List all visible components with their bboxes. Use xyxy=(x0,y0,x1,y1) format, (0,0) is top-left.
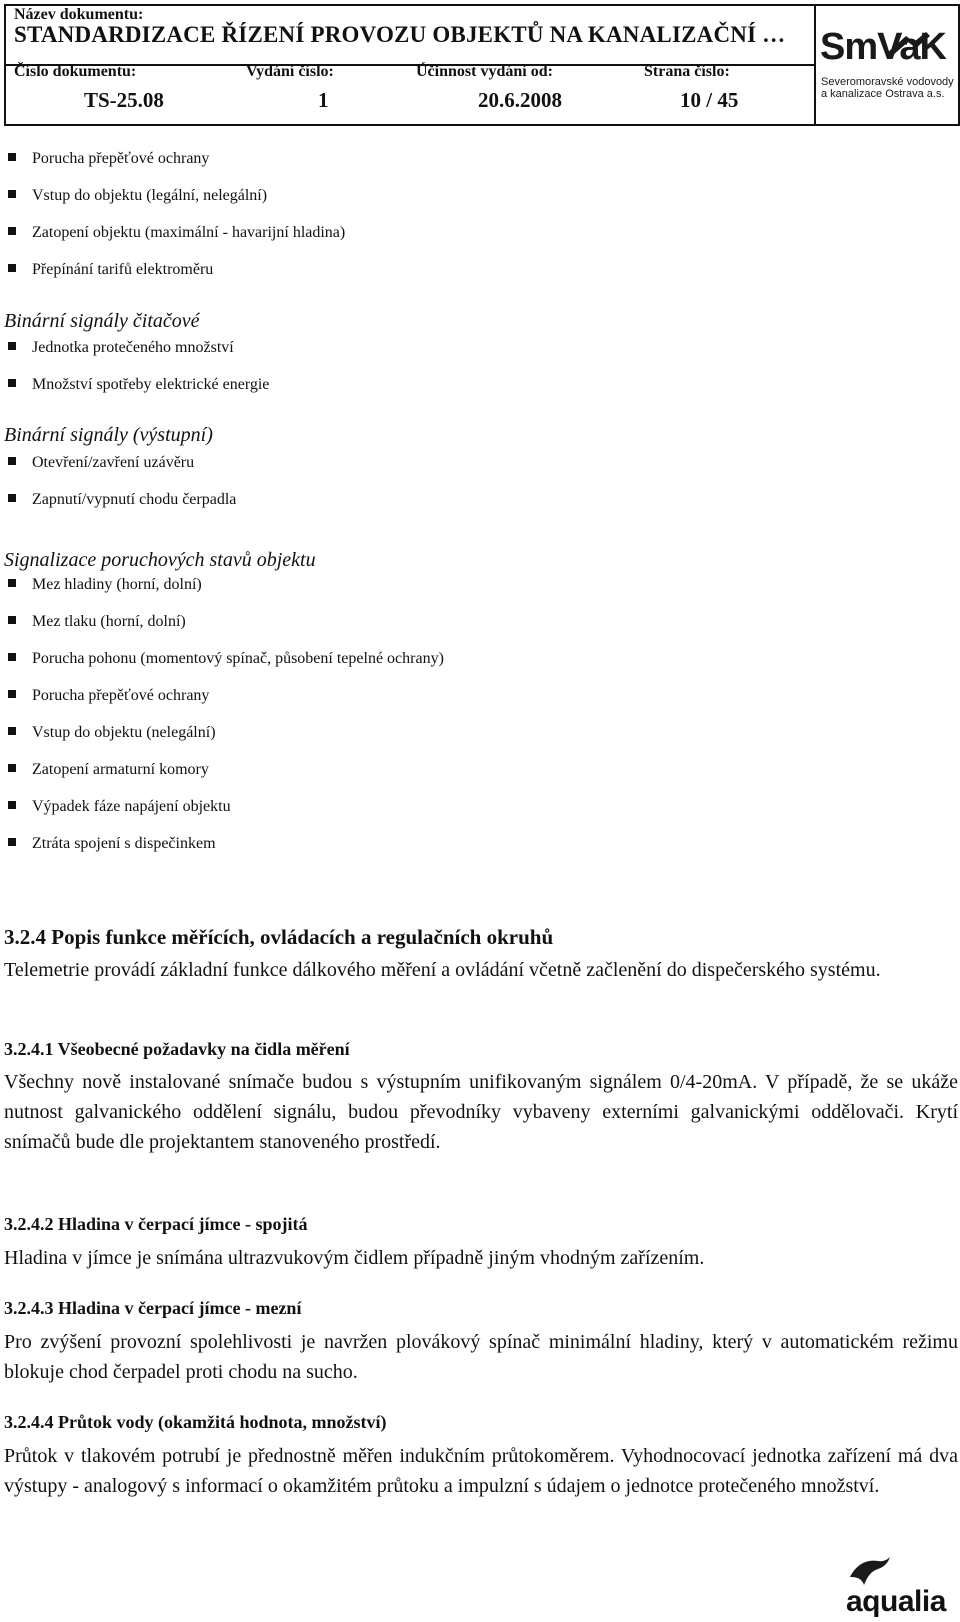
list-item xyxy=(8,650,444,668)
bullet-icon xyxy=(8,838,16,846)
doc-name-value: STANDARDIZACE ŘÍZENÍ PROVOZU OBJEKTŮ NA KANALIZAČNÍ … xyxy=(14,22,786,47)
section-title: Binární signály čitačové xyxy=(4,310,200,332)
bullet-icon xyxy=(8,727,16,735)
paragraph-3-2-4-3: Pro zvýšení provozní spolehlivosti je navržen plovákový spínač minimální hladiny, který v automatickém režimu blokuje chod čerpadel proti chodu na sucho. xyxy=(4,1331,958,1383)
list-item xyxy=(8,613,186,631)
heading-3-2-4-2: 3.2.4.2 Hladina v čerpací jímce - spojitá xyxy=(4,1214,308,1234)
effective-value: 20.6.2008 xyxy=(478,88,562,112)
bullet-icon xyxy=(8,379,16,387)
doc-number-value: TS-25.08 xyxy=(84,88,164,112)
heading-3-2-4-1: 3.2.4.1 Všeobecné požadavky na čidla měření xyxy=(4,1039,350,1059)
heading-3-2-4-4: 3.2.4.4 Průtok vody (okamžitá hodnota, množství) xyxy=(4,1412,387,1432)
bullet-icon xyxy=(8,457,16,465)
list-item-text: Zapnutí/vypnutí chodu čerpadla xyxy=(32,491,237,508)
paragraph-3-2-4-1: Všechny nově instalované snímače budou s výstupním unifikovaným signálem 0/4-20mA. V případě, že se ukáže nutnost galvanického oddělení signálu, budou převodníky vybaveny externími galvanickými oddělovači. Krytí snímačů bude dle projektantem stanoveného prostředí. xyxy=(4,1071,958,1153)
list-item xyxy=(8,491,236,509)
bullet-icon xyxy=(8,579,16,587)
list-item-text: Vstup do objektu (nelegální) xyxy=(32,724,216,741)
page-value: 10 / 45 xyxy=(680,88,739,112)
list-item-text: Otevření/zavření uzávěru xyxy=(32,454,195,471)
aqualia-logo: aqualia xyxy=(846,1585,946,1618)
bullet-icon xyxy=(8,764,16,772)
section-title: Signalizace poruchových stavů objektu xyxy=(4,549,316,571)
issue-value: 1 xyxy=(318,88,329,112)
list-item xyxy=(8,724,216,742)
doc-number-label: Číslo dokumentu: xyxy=(14,63,137,80)
bullet-icon xyxy=(8,494,16,502)
list-item xyxy=(8,454,194,472)
paragraph-3-2-4-2: Hladina v jímce je snímána ultrazvukovým čidlem případně jiným vhodným zařízením. xyxy=(4,1247,705,1269)
list-item-text: Zatopení objektu (maximální - havarijní hladina) xyxy=(32,224,346,241)
list-item-text: Porucha přepěťové ochrany xyxy=(32,150,210,167)
list-item xyxy=(8,339,234,357)
page-label: Strana číslo: xyxy=(644,63,730,80)
smvak-logo: SmVaK xyxy=(820,26,946,68)
bullet-icon xyxy=(8,801,16,809)
list-item xyxy=(8,835,216,853)
list-item xyxy=(8,576,202,594)
doc-name-label: Název dokumentu: xyxy=(14,6,144,23)
aqualia-bird-icon xyxy=(848,1555,892,1589)
smvak-logo-sub2: a kanalizace Ostrava a.s. xyxy=(821,88,945,100)
list-item-text: Vstup do objektu (legální, nelegální) xyxy=(32,187,268,204)
list-item xyxy=(8,187,267,205)
smvak-logo-subtitle xyxy=(821,76,954,100)
list-item xyxy=(8,261,213,279)
bullet-icon xyxy=(8,690,16,698)
bullet-icon xyxy=(8,153,16,161)
smvak-logo-sub1: Severomoravské vodovody xyxy=(821,76,954,88)
list-item-text: Jednotka protečeného množství xyxy=(32,339,234,356)
list-item-text: Porucha přepěťové ochrany xyxy=(32,687,210,704)
list-item-text: Množství spotřeby elektrické energie xyxy=(32,376,270,393)
bullet-icon xyxy=(8,264,16,272)
list-item-text: Mez tlaku (horní, dolní) xyxy=(32,613,186,630)
paragraph-3-2-4: Telemetrie provádí základní funkce dálkového měření a ovládání včetně začlenění do dispečerského systému. xyxy=(4,959,881,981)
bullet-icon xyxy=(8,653,16,661)
list-item-text: Zatopení armaturní komory xyxy=(32,761,209,778)
list-item xyxy=(8,798,231,816)
list-item xyxy=(8,761,209,779)
issue-label: Vydání číslo: xyxy=(246,63,334,80)
list-item-text: Porucha pohonu (momentový spínač, působení tepelné ochrany) xyxy=(32,650,444,667)
list-item xyxy=(8,150,209,168)
list-item xyxy=(8,224,345,242)
bullet-icon xyxy=(8,616,16,624)
heading-3-2-4: 3.2.4 Popis funkce měřících, ovládacích a regulačních okruhů xyxy=(4,925,554,949)
list-item-text: Mez hladiny (horní, dolní) xyxy=(32,576,202,593)
bullet-icon xyxy=(8,227,16,235)
list-item xyxy=(8,376,269,394)
paragraph-3-2-4-4: Průtok v tlakovém potrubí je přednostně měřen indukčním průtokoměrem. Vyhodnocovací jednotka zařízení má dva výstupy - analogový s informací o okamžitém průtoku a impulzní s údajem o jednotce protečeného množství. xyxy=(4,1445,958,1497)
section-title: Binární signály (výstupní) xyxy=(4,424,213,446)
list-item-text: Výpadek fáze napájení objektu xyxy=(32,798,231,815)
bullet-icon xyxy=(8,190,16,198)
list-item xyxy=(8,687,209,705)
heading-3-2-4-3: 3.2.4.3 Hladina v čerpací jímce - mezní xyxy=(4,1298,302,1318)
list-item-text: Přepínání tarifů elektroměru xyxy=(32,261,214,278)
effective-label: Účinnost vydání od: xyxy=(416,63,553,80)
list-item-text: Ztráta spojení s dispečinkem xyxy=(32,835,216,852)
bullet-icon xyxy=(8,342,16,350)
